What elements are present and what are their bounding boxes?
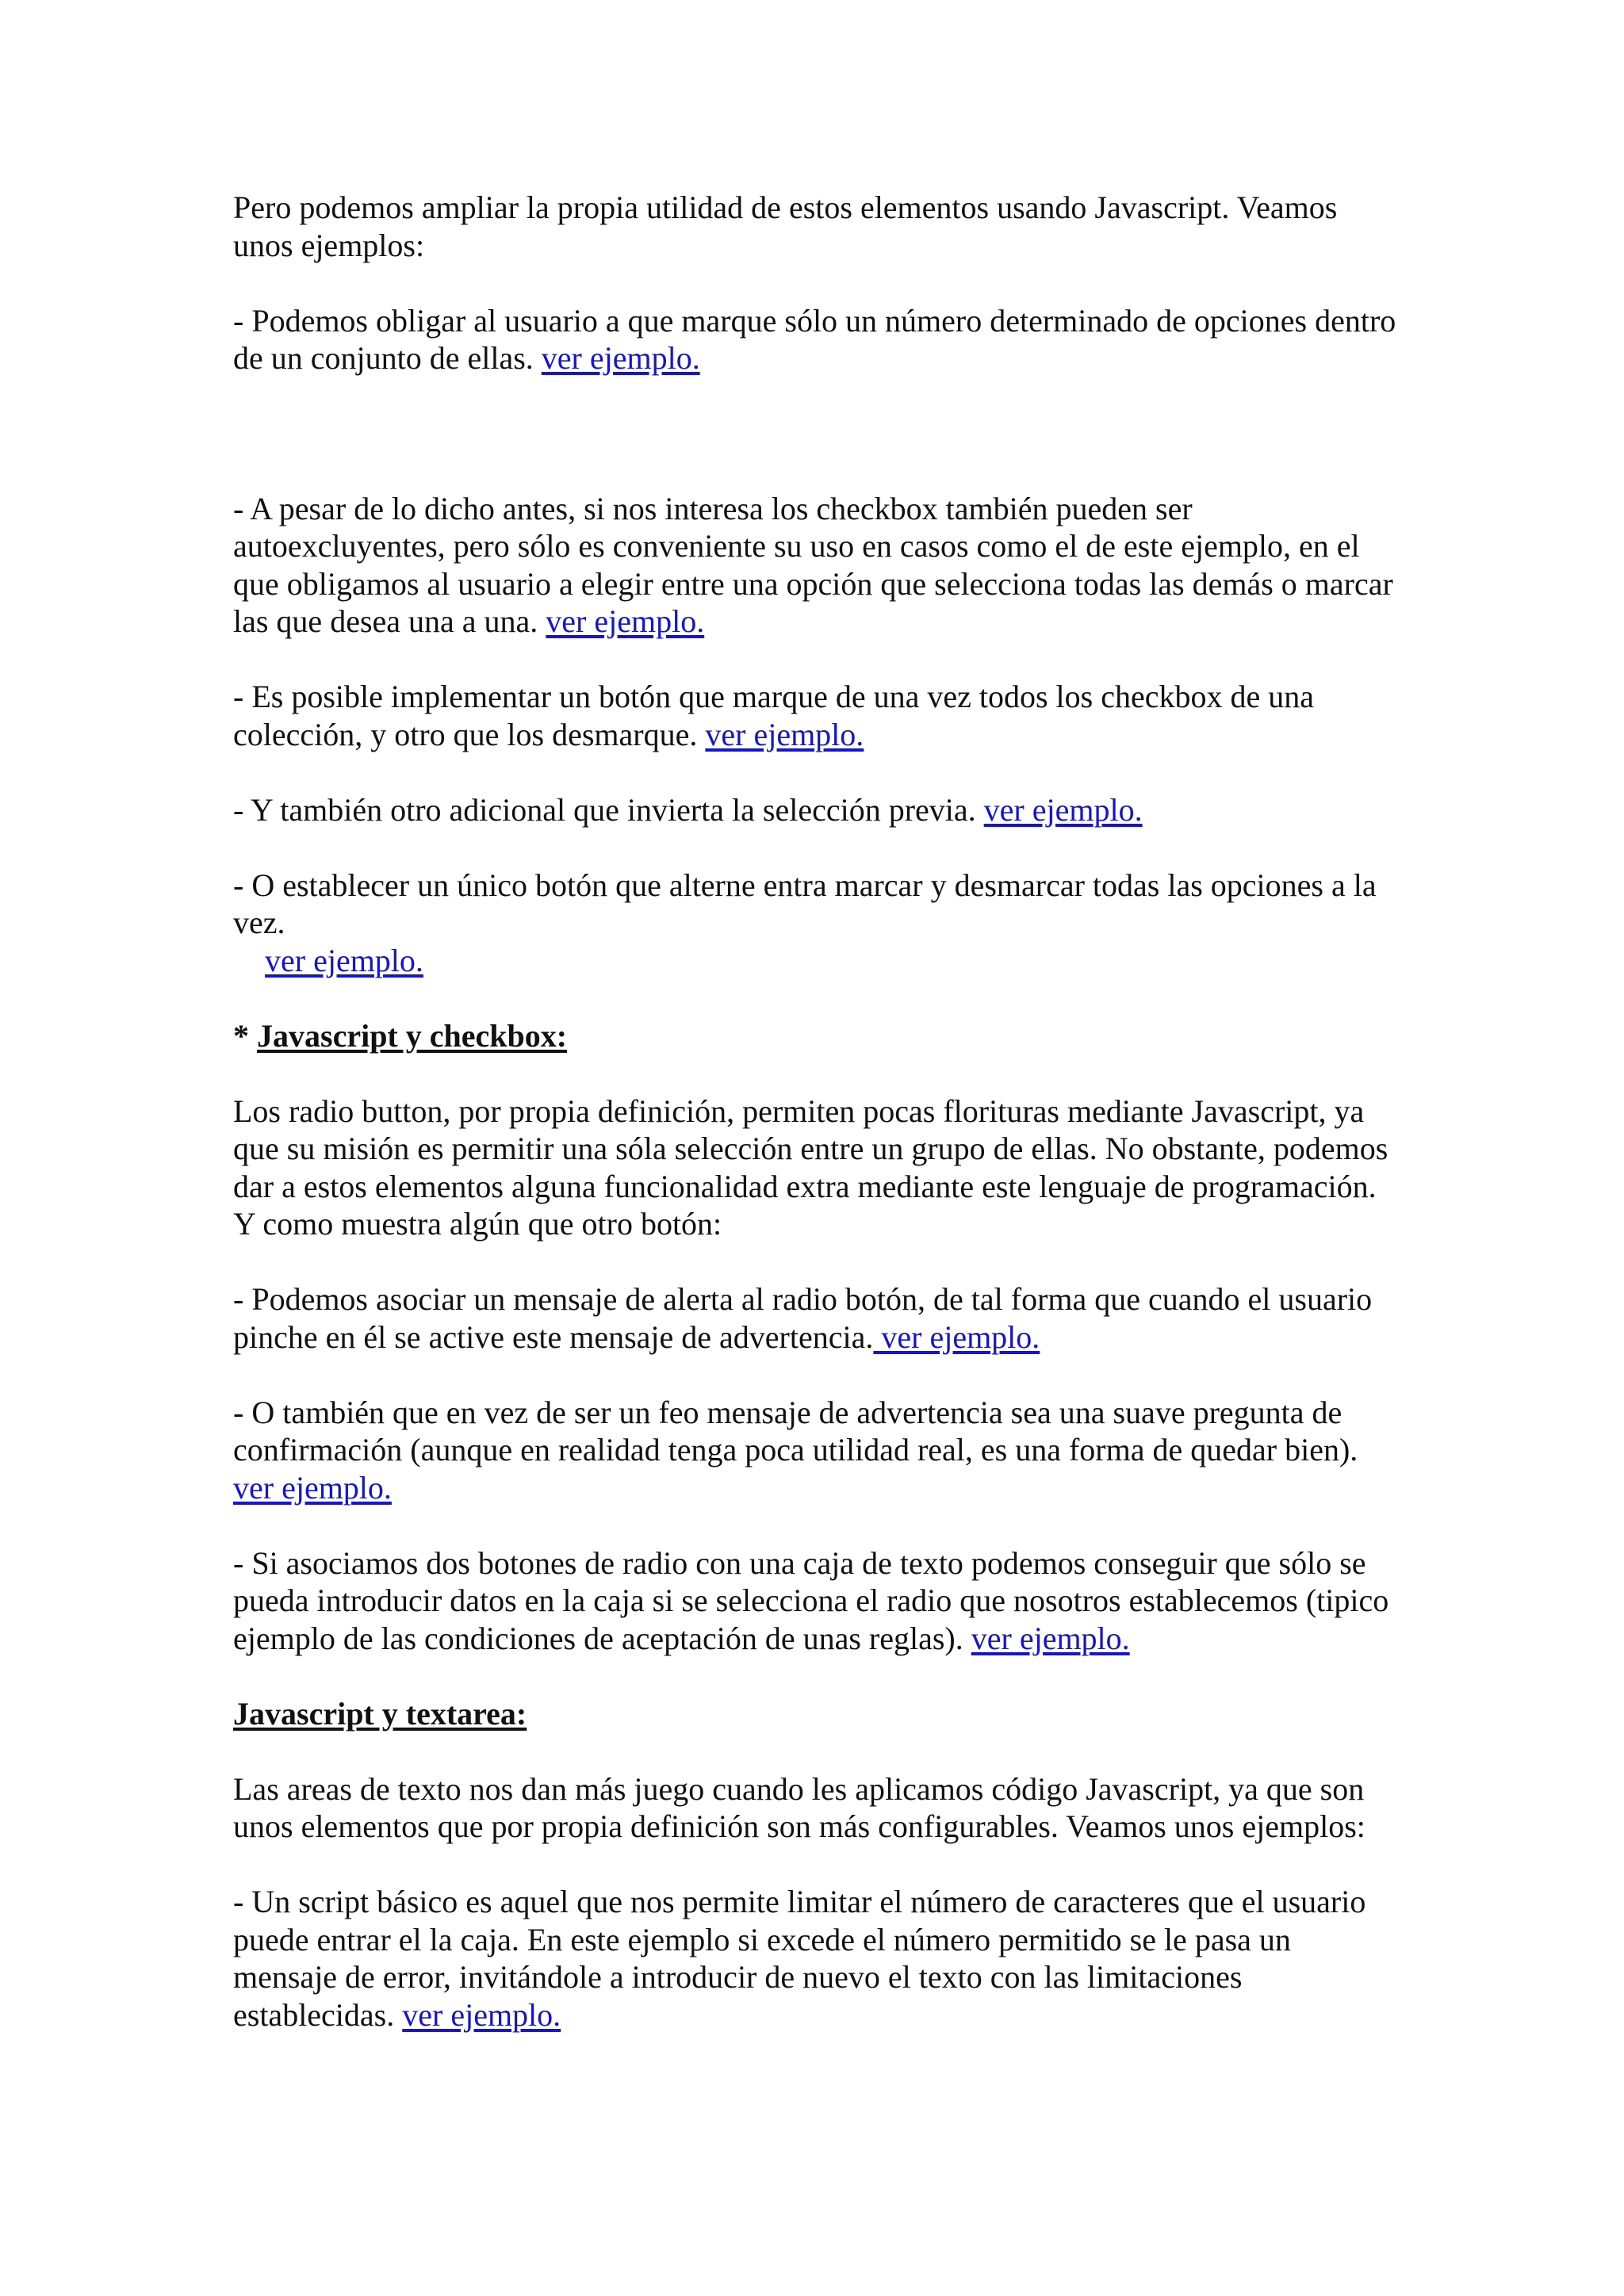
invert-selection-paragraph [233,791,1399,829]
textarea-section-heading [233,1695,1399,1733]
example-link-radio-alert[interactable]: ver ejemplo. [873,1318,1040,1355]
heading-prefix: * [233,1017,257,1054]
paragraph-text: - Podemos asociar un mensaje de alerta al radio botón, de tal forma que cuando el usuario pinche en él se active este mensaje de advertencia. [233,1281,1373,1355]
paragraph-text: - A pesar de lo dicho antes, si nos interesa los checkbox también pueden ser autoexcluyentes, pero sólo es conveniente su uso en casos como el de este ejemplo, en el que obligamos al usuario a elegir entre una opción que selecciona todas las demás o marcar las que desea una a una. [233,490,1393,639]
heading-title: Javascript y textarea: [233,1695,527,1732]
heading-title: Javascript y checkbox: [257,1017,568,1054]
textarea-intro-paragraph: Las areas de texto nos dan más juego cuando les aplicamos código Javascript, ya que son unos elementos que por propia definición son más configurables. Veamos unos ejemplos: [233,1770,1365,1844]
intro-paragraph: Pero podemos ampliar la propia utilidad de estos elementos usando Javascript. Veamos unos ejemplos: [233,189,1338,263]
checkbox-limit-paragraph [233,302,1399,377]
radio-alert-paragraph [233,1280,1399,1356]
paragraph-text: - Podemos obligar al usuario a que marque sólo un número determinado de opciones dentro de un conjunto de ellas. [233,302,1396,376]
check-all-paragraph [233,678,1399,753]
radio-confirm-paragraph [233,1394,1399,1507]
radio-textbox-paragraph [233,1544,1399,1658]
example-link-check-all[interactable]: ver ejemplo. [705,716,864,752]
example-link-invert-selection[interactable]: ver ejemplo. [983,791,1143,828]
paragraph-text: - Es posible implementar un botón que marque de una vez todos los checkbox de una colección, y otro que los desmarque. [233,679,1314,752]
example-link-checkbox-exclusive[interactable]: ver ejemplo. [546,603,705,639]
example-link-radio-confirm[interactable]: ver ejemplo. [233,1469,392,1506]
textarea-limit-paragraph [233,1883,1399,2034]
paragraph-text: - Y también otro adicional que invierta la selección previa. [233,791,984,828]
example-link-radio-textbox[interactable]: ver ejemplo. [971,1620,1130,1656]
paragraph-text: - Un script básico es aquel que nos permite limitar el número de caracteres que el usuario puede entrar el la caja. En este ejemplo si excede el número permitido se le pasa un mensaje de error, invitándole a introducir de nuevo el texto con las limitaciones establecidas. [233,1884,1366,2033]
document-page [233,189,1399,2072]
example-link-checkbox-limit[interactable]: ver ejemplo. [541,340,700,376]
example-link-toggle-all[interactable]: ver ejemplo. [265,942,423,978]
checkbox-exclusive-paragraph [233,490,1399,641]
paragraph-text: - O también que en vez de ser un feo mensaje de advertencia sea una suave pregunta de confirmación (aunque en realidad tenga poca utilidad real, es una forma de quedar bien). [233,1394,1358,1468]
radio-intro-paragraph: Los radio button, por propia definición, permiten pocas florituras mediante Javascript, ya que su misión es permitir una sóla selección entre un grupo de ellas. No obstante, podemos dar a estos elementos alguna funcionalidad extra mediante este lenguaje de programación. Y como muestra algún que otro botón: [233,1093,1388,1242]
paragraph-text: - O establecer un único botón que alterne entra marcar y desmarcar todas las opciones a la vez. [233,867,1377,940]
toggle-all-paragraph [233,867,1399,980]
example-link-textarea-limit[interactable]: ver ejemplo. [402,1996,561,2033]
paragraph-text: - Si asociamos dos botones de radio con una caja de texto podemos conseguir que sólo se pueda introducir datos en la caja si se selecciona el radio que nosotros establecemos (tipico ejemplo de las condiciones de aceptación de unas reglas). [233,1544,1389,1656]
checkbox-section-heading [233,1017,1399,1055]
